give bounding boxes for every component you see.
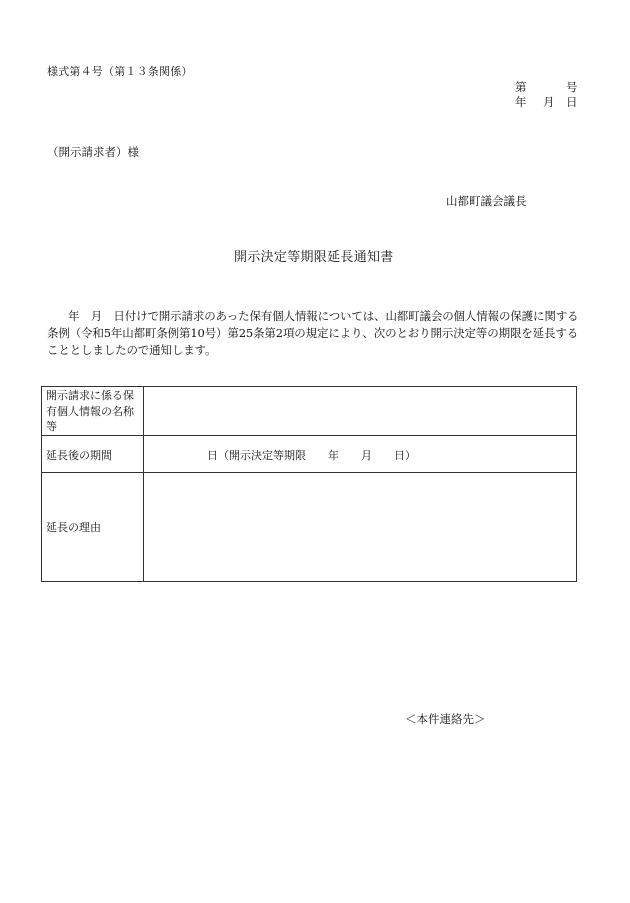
table-row-divider xyxy=(42,435,576,436)
form-number-label: 様式第４号（第１３条関係） xyxy=(47,65,193,78)
table-row-value: 日（開示決定等期限 年 月 日） xyxy=(207,449,416,462)
body-paragraph: 年 月 日付けで開示請求のあった保有個人情報については、山都町議会の個人情報の保護に関する条例（令和5年山都町条例第10号）第25条第2項の規定により、次のとおり開示決定等の期限を延長することとしましたので通知します。 xyxy=(47,309,579,357)
date-month-label: 月 xyxy=(543,95,555,109)
document-number-suffix: 号 xyxy=(566,80,578,94)
date-year-label: 年 xyxy=(515,95,527,109)
detail-table xyxy=(41,386,577,582)
document-title: 開示決定等期限延長通知書 xyxy=(234,250,394,265)
contact-label: ＜本件連絡先＞ xyxy=(405,712,486,726)
table-row-label: 延長後の期間 xyxy=(46,449,112,462)
recipient-line: （開示請求者）様 xyxy=(47,145,139,159)
table-row-divider xyxy=(42,472,576,473)
document-number-prefix: 第 xyxy=(515,80,527,94)
date-day-label: 日 xyxy=(566,95,578,109)
table-column-divider xyxy=(143,387,144,581)
table-row-label: 延長の理由 xyxy=(46,521,101,534)
sender-line: 山都町議会議長 xyxy=(446,194,527,208)
table-row-label: 開示請求に係る保有個人情報の名称等 xyxy=(46,389,134,433)
